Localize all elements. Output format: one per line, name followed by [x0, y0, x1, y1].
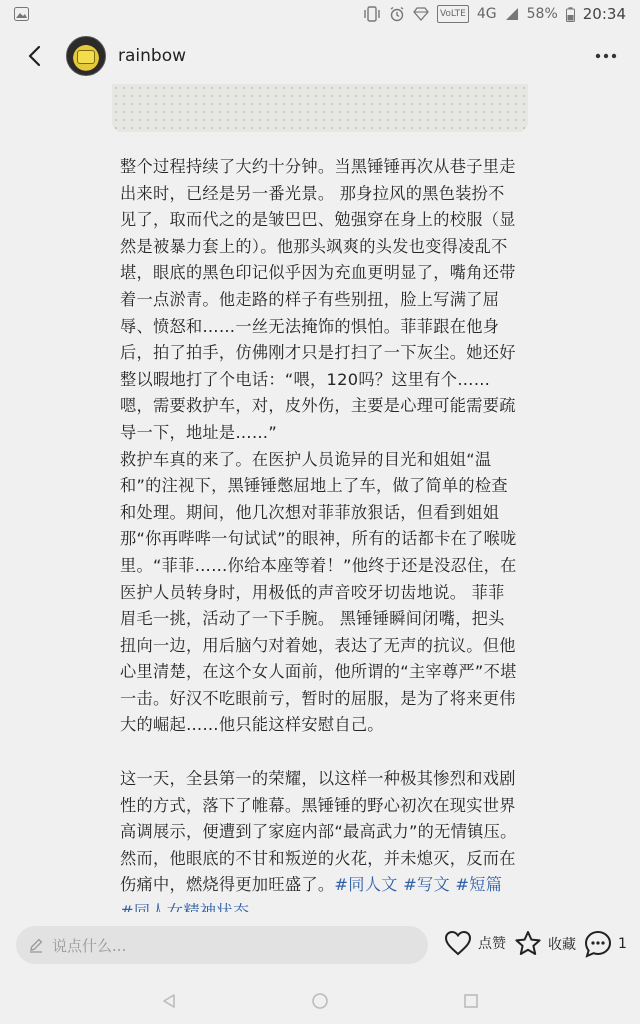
favorite-button[interactable]	[514, 930, 576, 957]
hashtag-link[interactable]: #写文	[403, 875, 450, 895]
heart-icon	[444, 930, 472, 956]
comment-bubble-icon	[584, 930, 612, 958]
battery-level: 58%	[526, 6, 558, 22]
favorite-label: 收藏	[548, 936, 576, 953]
comment-placeholder: 说点什么...	[52, 936, 127, 955]
star-icon	[514, 930, 542, 957]
triangle-back-icon	[162, 993, 176, 1009]
chevron-left-icon	[27, 45, 41, 67]
post-header	[0, 28, 640, 84]
nav-back-button[interactable]	[158, 990, 180, 1012]
paragraph: 救护车真的来了。在医护人员诡异的目光和姐姐“温和”的注视下，黑锤锤憋屈地上了车，做了简单的检查和处理。期间，他几次想对菲菲放狠话，但看到姐姐那“你再哔哔一句试试”的眼神，所有的话都卡在了喉咙里。“菲菲……你给本座等着！”他终于还是没忍住，在医护人员转身时，用极低的声音咬牙切齿地说。 菲菲眉毛一挑，活动了一下手腕。 黑锤锤瞬间闭嘴，把头扭向一边，用后脑勺对着她，表达了无声的抗议。但他心里清楚，在这个女人面前，他所谓的“主宰尊严”不堪一击。好汉不吃眼前亏，暂时的屈服，是为了将来更伟大的崛起……他只能这样安慰自己。	[120, 449, 517, 735]
paragraph: 整个过程持续了大约十分钟。当黑锤锤再次从巷子里走出来时，已经是另一番光景。 那身拉风的黑色装扮不见了，取而代之的是皱巴巴、勉强穿在身上的校服（显然是被暴力套上的）。他那头飒爽的头发也变得凌乱不堪，眼底的黑色印记似乎因为充血更明显了，嘴角还带着一点淤青。他走路的样子有些别扭，脸上写满了屈辱、愤怒和……一丝无法掩饰的惧怕。菲菲跟在他身后，拍了拍手，仿佛刚才只是打扫了一下灰尘。她还好整以暇地打了个电话：“喂，120吗？这里有个……嗯，需要救护车，对，皮外伤，主要是心理可能需要疏导一下，地址是……”	[120, 157, 516, 442]
status-bar	[0, 0, 640, 28]
hashtag-link[interactable]: #短篇	[455, 875, 503, 895]
battery-icon	[566, 6, 575, 22]
nav-home-button[interactable]	[309, 990, 331, 1012]
author-username[interactable]: rainbow	[118, 46, 186, 66]
signal-icon	[505, 6, 519, 22]
nav-recents-button[interactable]	[460, 990, 482, 1012]
like-button[interactable]	[444, 930, 506, 956]
like-label: 点赞	[478, 936, 506, 952]
vibrate-icon	[363, 6, 381, 22]
paragraph-with-tags	[120, 766, 520, 926]
gallery-notification-icon	[14, 6, 29, 22]
system-nav-bar	[0, 978, 640, 1024]
back-button[interactable]	[16, 38, 52, 74]
comment-count: 1	[618, 936, 627, 952]
network-type: 4G	[476, 6, 497, 22]
post-body	[120, 154, 520, 979]
more-options-button[interactable]	[588, 38, 624, 74]
square-recents-icon	[463, 993, 479, 1009]
more-dots-icon	[595, 53, 617, 59]
circle-home-icon	[311, 992, 329, 1010]
author-avatar[interactable]	[66, 36, 106, 76]
volte-badge: VoLTE	[437, 5, 469, 23]
comment-button[interactable]	[584, 930, 627, 958]
pencil-icon	[28, 937, 44, 953]
quoted-content-box	[112, 84, 528, 132]
clock: 20:34	[582, 5, 626, 23]
comment-input[interactable]	[16, 926, 428, 964]
diamond-icon	[413, 6, 429, 22]
hashtag-link[interactable]: #同人文	[334, 875, 398, 895]
bottom-action-bar	[0, 912, 640, 978]
alarm-icon	[389, 6, 405, 22]
paragraph-text: 这一天，全县第一的荣耀，以这样一种极其惨烈和戏剧性的方式，落下了帷幕。黑锤锤的野心初次在现实世界高调展示，便遭到了家庭内部“最高武力”的无情镇压。然而，他眼底的不甘和叛逆的火花，并未熄灭，反而在伤痛中，燃烧得更加旺盛了。	[120, 769, 517, 895]
